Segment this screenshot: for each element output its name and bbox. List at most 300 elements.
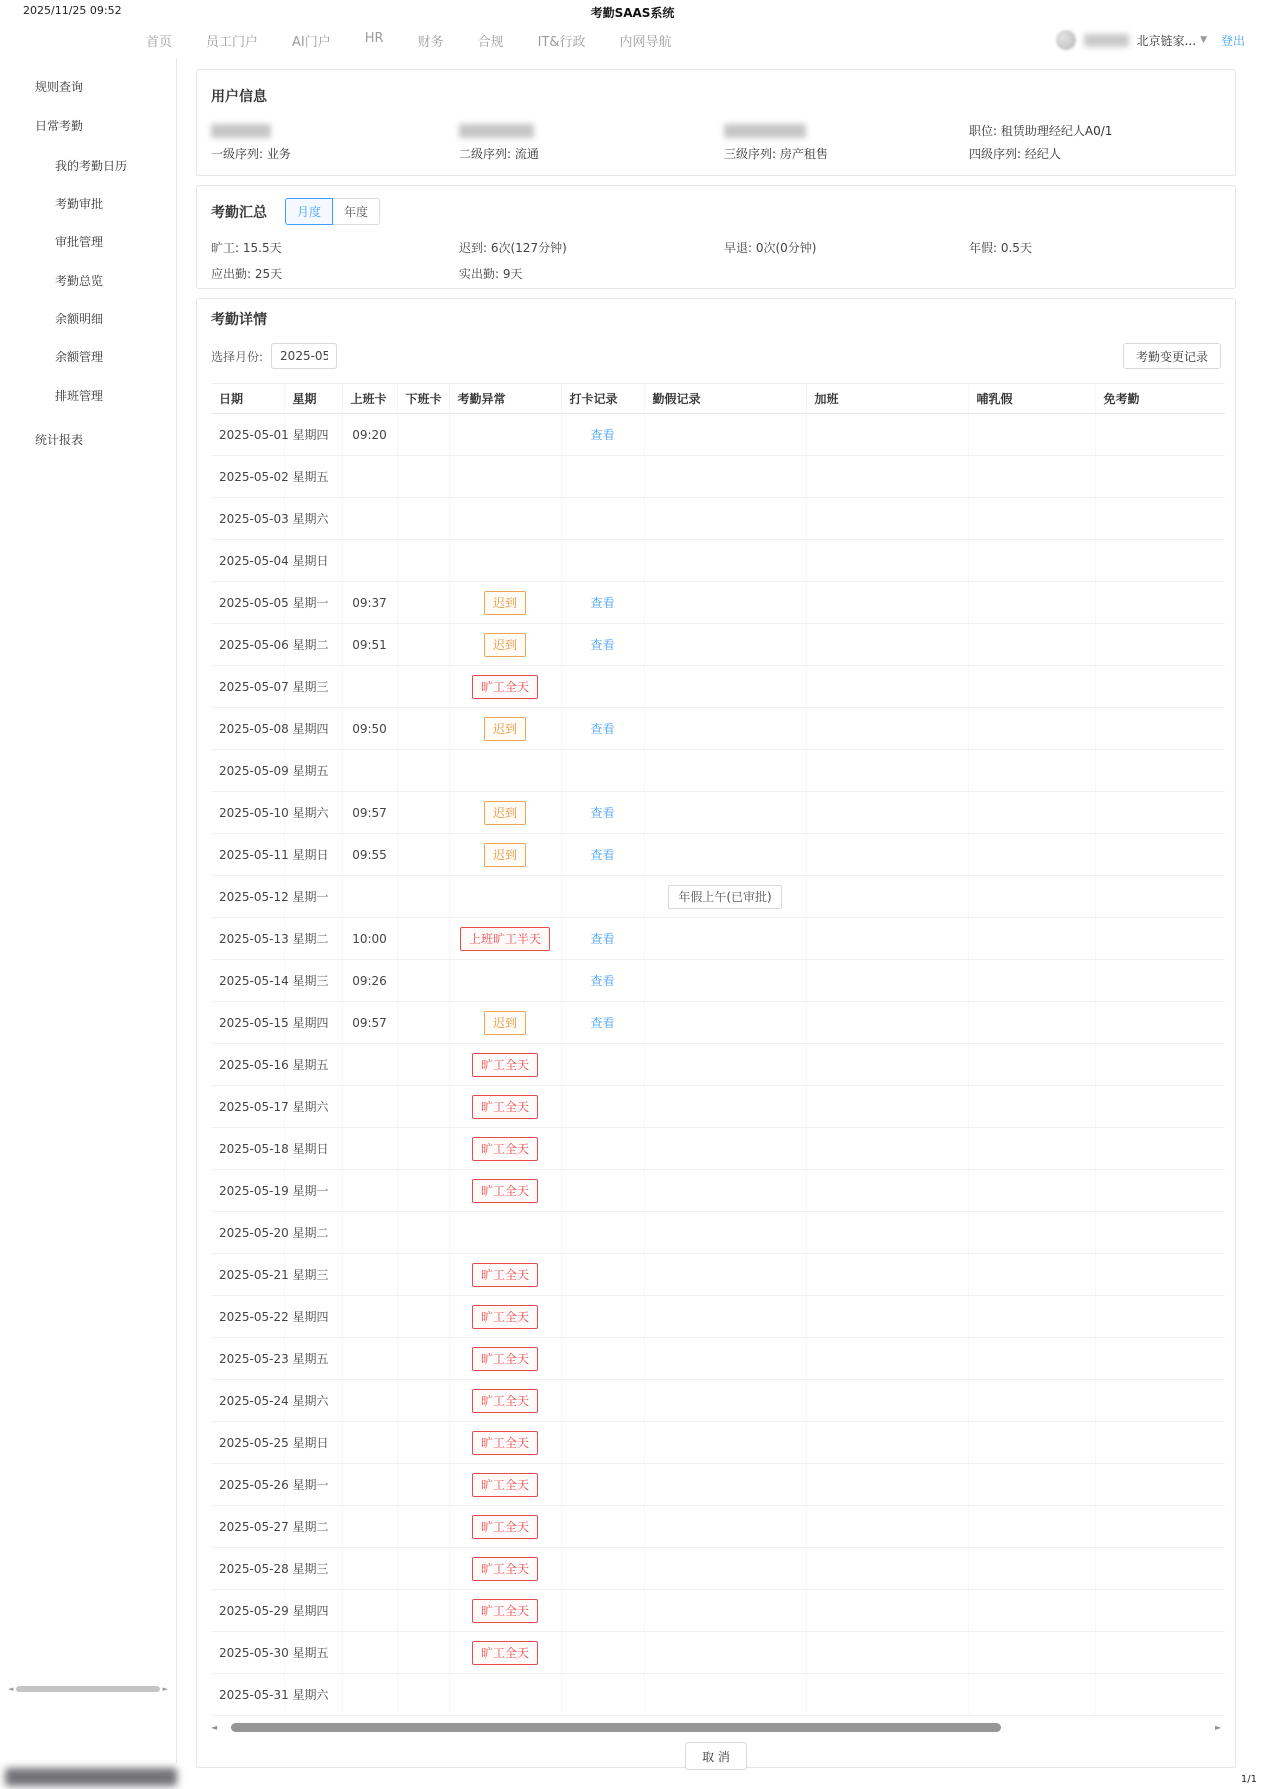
summary-stat: 早退: 0次(0分钟): [724, 241, 817, 255]
cell-nursing-leave: [968, 1548, 1095, 1590]
cell-clock-in: [342, 1422, 397, 1464]
logout-link[interactable]: 登出: [1220, 33, 1245, 48]
cell-overtime: [806, 708, 968, 750]
table-hscrollbar[interactable]: [211, 1722, 1225, 1732]
cell-leave-record: [644, 1044, 806, 1086]
attendance-table: [211, 383, 1225, 1716]
anomaly-badge-absent: 旷工全天: [472, 1053, 538, 1077]
cell-overtime: [806, 582, 968, 624]
cell-date: 2025-05-07: [211, 666, 284, 708]
cell-exempt: [1095, 1548, 1225, 1590]
anomaly-badge-late: 迟到: [484, 591, 526, 615]
view-punch-link[interactable]: 查看: [590, 974, 615, 988]
scroll-right-icon[interactable]: ►: [1215, 1722, 1222, 1732]
cell-leave-record: [644, 1128, 806, 1170]
cell-weekday: 星期四: [284, 708, 342, 750]
cell-leave-record: [644, 1632, 806, 1674]
column-header-上班卡: 上班卡: [342, 384, 397, 414]
table-row: [211, 1674, 1225, 1716]
anomaly-badge-absent: 旷工全天: [472, 1599, 538, 1623]
view-punch-link[interactable]: 查看: [590, 806, 615, 820]
cell-exempt: [1095, 498, 1225, 540]
cell-punch-record: [561, 918, 644, 960]
scroll-left-icon[interactable]: ◄: [211, 1722, 218, 1732]
cell-leave-record: [644, 1422, 806, 1464]
cell-clock-out: [397, 876, 449, 918]
table-row: [211, 792, 1225, 834]
table-row: [211, 1548, 1225, 1590]
table-row: [211, 1632, 1225, 1674]
sidebar-item-统计报表[interactable]: 统计报表: [35, 433, 84, 447]
cell-date: 2025-05-02: [211, 456, 284, 498]
cell-nursing-leave: [968, 1632, 1095, 1674]
nav-item-员工门户[interactable]: 员工门户: [206, 34, 259, 50]
cell-exempt: [1095, 1044, 1225, 1086]
cell-clock-in: [342, 750, 397, 792]
cell-anomaly: [449, 624, 561, 666]
nav-items: [146, 31, 672, 50]
cell-nursing-leave: [968, 582, 1095, 624]
cell-clock-in: [342, 1632, 397, 1674]
cell-overtime: [806, 1464, 968, 1506]
cell-clock-out: [397, 1296, 449, 1338]
nav-item-财务[interactable]: 财务: [417, 34, 444, 50]
cell-date: 2025-05-25: [211, 1422, 284, 1464]
anomaly-badge-late: 迟到: [484, 801, 526, 825]
cell-anomaly: [449, 1338, 561, 1380]
anomaly-badge-absent: 旷工全天: [472, 1179, 538, 1203]
cell-nursing-leave: [968, 1380, 1095, 1422]
anomaly-badge-absent: 上班旷工半天: [460, 927, 550, 951]
cell-weekday: 星期六: [284, 1086, 342, 1128]
cell-exempt: [1095, 876, 1225, 918]
month-input[interactable]: [271, 343, 337, 369]
cell-clock-out: [397, 1338, 449, 1380]
cell-anomaly: [449, 1170, 561, 1212]
cell-weekday: 星期三: [284, 1254, 342, 1296]
cell-punch-record: [561, 750, 644, 792]
page-title: 考勤SAAS系统: [590, 6, 675, 20]
cell-clock-out: [397, 1170, 449, 1212]
cell-weekday: 星期四: [284, 1002, 342, 1044]
scrollbar-track[interactable]: [221, 1723, 1215, 1732]
cell-date: 2025-05-22: [211, 1296, 284, 1338]
cell-exempt: [1095, 1086, 1225, 1128]
cell-punch-record: [561, 708, 644, 750]
anomaly-badge-late: 迟到: [484, 717, 526, 741]
cell-anomaly: [449, 834, 561, 876]
sidebar-item-排班管理[interactable]: 排班管理: [55, 389, 104, 403]
cell-exempt: [1095, 1380, 1225, 1422]
table-row: [211, 1380, 1225, 1422]
cell-clock-out: [397, 1002, 449, 1044]
cell-overtime: [806, 1422, 968, 1464]
cell-overtime: [806, 792, 968, 834]
user-field-line2: 二级序列: 流通: [459, 147, 539, 161]
cell-clock-in: [342, 1086, 397, 1128]
cell-anomaly: [449, 666, 561, 708]
cell-clock-in: [342, 1674, 397, 1716]
table-row: [211, 666, 1225, 708]
cell-date: 2025-05-19: [211, 1170, 284, 1212]
cell-overtime: [806, 1170, 968, 1212]
company-dropdown[interactable]: [1137, 32, 1207, 49]
cell-overtime: [806, 1338, 968, 1380]
cell-overtime: [806, 750, 968, 792]
anomaly-badge-absent: 旷工全天: [472, 1515, 538, 1539]
cell-weekday: 星期二: [284, 1212, 342, 1254]
cell-weekday: 星期六: [284, 792, 342, 834]
print-timestamp: 2025/11/25 09:52: [23, 4, 122, 17]
company-name: 北京链家...: [1136, 33, 1197, 48]
sidebar-item-我的考勤日历[interactable]: 我的考勤日历: [55, 159, 128, 173]
cell-date: 2025-05-04: [211, 540, 284, 582]
user-field: [969, 124, 1221, 161]
cell-weekday: 星期五: [284, 750, 342, 792]
cell-clock-in: [342, 1128, 397, 1170]
sidebar-divider: [176, 58, 177, 1763]
cell-exempt: [1095, 1590, 1225, 1632]
user-field-line2: 四级序列: 经纪人: [969, 147, 1061, 161]
cell-clock-out: [397, 1674, 449, 1716]
summary-title: 考勤汇总: [211, 204, 267, 221]
summary-head: [211, 198, 1221, 225]
cell-clock-in: [342, 456, 397, 498]
cell-leave-record: [644, 960, 806, 1002]
cell-punch-record: [561, 666, 644, 708]
cell-exempt: [1095, 1506, 1225, 1548]
cell-weekday: 星期一: [284, 1170, 342, 1212]
cell-clock-out: [397, 540, 449, 582]
cell-exempt: [1095, 624, 1225, 666]
cell-overtime: [806, 834, 968, 876]
cell-date: 2025-05-15: [211, 1002, 284, 1044]
cell-anomaly: [449, 582, 561, 624]
cell-leave-record: [644, 498, 806, 540]
cell-leave-record: [644, 1254, 806, 1296]
cell-clock-in: 09:50: [342, 708, 397, 750]
user-field: [724, 124, 969, 161]
nav-item-HR[interactable]: HR: [364, 30, 384, 46]
cell-clock-out: [397, 1212, 449, 1254]
sidebar-item-日常考勤[interactable]: 日常考勤: [35, 119, 84, 133]
cell-date: 2025-05-17: [211, 1086, 284, 1128]
tab-月度[interactable]: 月度: [285, 198, 333, 225]
user-field-line2: 一级序列: 业务: [211, 147, 291, 161]
user-info-fields: [211, 124, 1221, 161]
nav-item-合规[interactable]: 合规: [477, 34, 504, 50]
cell-exempt: [1095, 1254, 1225, 1296]
cell-overtime: [806, 1632, 968, 1674]
cell-weekday: 星期一: [284, 876, 342, 918]
taskbar-redacted: [5, 1768, 177, 1786]
cell-clock-in: 09:57: [342, 792, 397, 834]
cell-anomaly: [449, 1002, 561, 1044]
cancel-button[interactable]: 取 消: [685, 1742, 747, 1770]
change-record-button[interactable]: 考勤变更记录: [1123, 343, 1221, 369]
cell-anomaly: [449, 1380, 561, 1422]
cell-punch-record: [561, 1002, 644, 1044]
cell-overtime: [806, 414, 968, 456]
cell-clock-out: [397, 1380, 449, 1422]
cell-clock-out: [397, 1548, 449, 1590]
cell-overtime: [806, 1002, 968, 1044]
user-cluster: [1056, 24, 1245, 56]
cell-weekday: 星期四: [284, 1590, 342, 1632]
view-punch-link[interactable]: 查看: [590, 848, 615, 862]
cell-date: 2025-05-24: [211, 1380, 284, 1422]
cell-weekday: 星期五: [284, 1632, 342, 1674]
cell-overtime: [806, 1590, 968, 1632]
cell-exempt: [1095, 1296, 1225, 1338]
page-indicator: 1/1: [1240, 1774, 1257, 1785]
cell-clock-in: [342, 1254, 397, 1296]
cell-overtime: [806, 624, 968, 666]
cell-date: 2025-05-06: [211, 624, 284, 666]
cell-exempt: [1095, 1632, 1225, 1674]
redacted-value: [459, 124, 534, 138]
avatar: [1056, 30, 1076, 50]
cell-punch-record: [561, 1674, 644, 1716]
column-header-免考勤: 免考勤: [1095, 384, 1225, 414]
anomaly-badge-absent: 旷工全天: [472, 1473, 538, 1497]
cell-nursing-leave: [968, 1296, 1095, 1338]
anomaly-badge-absent: 旷工全天: [472, 1263, 538, 1287]
redacted-value: [724, 124, 806, 138]
cell-punch-record: [561, 582, 644, 624]
cell-exempt: [1095, 1002, 1225, 1044]
cell-clock-out: [397, 1128, 449, 1170]
cell-clock-out: [397, 708, 449, 750]
table-row: [211, 1464, 1225, 1506]
cell-clock-in: [342, 1212, 397, 1254]
table-row: [211, 414, 1225, 456]
cell-punch-record: [561, 1254, 644, 1296]
cell-date: 2025-05-21: [211, 1254, 284, 1296]
summary-stat: 实出勤: 9天: [459, 267, 523, 281]
sidebar-hscrollbar[interactable]: [8, 1685, 168, 1693]
cell-clock-in: [342, 1296, 397, 1338]
cell-punch-record: [561, 960, 644, 1002]
cell-leave-record: [644, 582, 806, 624]
table-row: [211, 1506, 1225, 1548]
cell-anomaly: [449, 1212, 561, 1254]
cell-nursing-leave: [968, 414, 1095, 456]
cell-overtime: [806, 1380, 968, 1422]
cell-weekday: 星期六: [284, 498, 342, 540]
cell-leave-record: [644, 792, 806, 834]
summary-stat: 迟到: 6次(127分钟): [459, 241, 567, 255]
cell-clock-in: [342, 876, 397, 918]
sidebar-item-余额明细[interactable]: 余额明细: [55, 312, 104, 326]
month-row: [211, 343, 1221, 369]
sidebar-item-考勤总览[interactable]: 考勤总览: [55, 274, 104, 288]
cell-punch-record: [561, 1128, 644, 1170]
cell-nursing-leave: [968, 1338, 1095, 1380]
cell-nursing-leave: [968, 1128, 1095, 1170]
cell-leave-record: [644, 1086, 806, 1128]
cell-anomaly: [449, 1086, 561, 1128]
cell-punch-record: [561, 834, 644, 876]
table-row: [211, 1128, 1225, 1170]
cell-clock-out: [397, 960, 449, 1002]
column-header-哺乳假: 哺乳假: [968, 384, 1095, 414]
cell-nursing-leave: [968, 918, 1095, 960]
user-field-line2: 三级序列: 房产租售: [724, 147, 828, 161]
table-row: [211, 1212, 1225, 1254]
cell-punch-record: [561, 1380, 644, 1422]
table-row: [211, 498, 1225, 540]
nav-item-首页[interactable]: 首页: [146, 34, 173, 50]
column-header-星期: 星期: [284, 384, 342, 414]
cell-punch-record: [561, 1086, 644, 1128]
cell-exempt: [1095, 1674, 1225, 1716]
redacted-value: [211, 124, 271, 138]
sidebar-item-考勤审批[interactable]: 考勤审批: [55, 197, 104, 211]
anomaly-badge-absent: 旷工全天: [472, 1095, 538, 1119]
cell-overtime: [806, 918, 968, 960]
cell-punch-record: [561, 1506, 644, 1548]
cell-date: 2025-05-09: [211, 750, 284, 792]
cell-leave-record: [644, 1296, 806, 1338]
cell-anomaly: [449, 1128, 561, 1170]
column-header-加班: 加班: [806, 384, 968, 414]
cell-leave-record: [644, 1506, 806, 1548]
tab-年度[interactable]: 年度: [333, 198, 380, 225]
cell-clock-in: [342, 1464, 397, 1506]
view-punch-link[interactable]: 查看: [590, 1016, 615, 1030]
cell-clock-out: [397, 1464, 449, 1506]
cell-anomaly: [449, 960, 561, 1002]
anomaly-badge-late: 迟到: [484, 1011, 526, 1035]
table-row: [211, 1254, 1225, 1296]
cell-exempt: [1095, 918, 1225, 960]
cell-exempt: [1095, 582, 1225, 624]
table-row: [211, 876, 1225, 918]
cell-anomaly: [449, 918, 561, 960]
cell-punch-record: [561, 1548, 644, 1590]
cell-exempt: [1095, 666, 1225, 708]
sidebar-item-规则查询[interactable]: 规则查询: [35, 80, 84, 94]
sidebar-scroll-thumb[interactable]: [16, 1686, 159, 1692]
cell-punch-record: [561, 624, 644, 666]
cell-punch-record: [561, 1170, 644, 1212]
column-header-日期: 日期: [211, 384, 284, 414]
cell-date: 2025-05-20: [211, 1212, 284, 1254]
cell-weekday: 星期五: [284, 1044, 342, 1086]
cell-weekday: 星期日: [284, 540, 342, 582]
view-punch-link[interactable]: 查看: [590, 596, 615, 610]
cell-weekday: 星期三: [284, 666, 342, 708]
cell-weekday: 星期日: [284, 1128, 342, 1170]
cell-clock-out: [397, 582, 449, 624]
view-punch-link[interactable]: 查看: [590, 428, 615, 442]
cell-anomaly: [449, 792, 561, 834]
cell-anomaly: [449, 414, 561, 456]
nav-item-AI门户[interactable]: AI门户: [292, 34, 331, 50]
attendance-summary-card: [196, 185, 1236, 289]
table-row: [211, 456, 1225, 498]
cell-leave-record: [644, 1590, 806, 1632]
cell-clock-out: [397, 1590, 449, 1632]
cell-exempt: [1095, 750, 1225, 792]
cell-exempt: [1095, 1128, 1225, 1170]
sidebar: [0, 60, 176, 1789]
cell-clock-out: [397, 456, 449, 498]
cell-nursing-leave: [968, 1422, 1095, 1464]
sidebar-item-余额管理[interactable]: 余额管理: [55, 350, 104, 364]
cell-punch-record: [561, 1422, 644, 1464]
cell-anomaly: [449, 708, 561, 750]
cell-clock-in: [342, 498, 397, 540]
scrollbar-thumb[interactable]: [231, 1723, 1001, 1732]
cell-nursing-leave: [968, 1002, 1095, 1044]
cell-anomaly: [449, 1674, 561, 1716]
cell-clock-out: [397, 792, 449, 834]
scroll-right-icon[interactable]: ►: [162, 1685, 168, 1693]
cell-clock-out: [397, 1506, 449, 1548]
cell-clock-in: [342, 1380, 397, 1422]
cell-clock-out: [397, 1254, 449, 1296]
cell-overtime: [806, 876, 968, 918]
scroll-left-icon[interactable]: ◄: [8, 1685, 14, 1693]
table-row: [211, 1338, 1225, 1380]
cell-overtime: [806, 1044, 968, 1086]
cell-date: 2025-05-23: [211, 1338, 284, 1380]
view-punch-link[interactable]: 查看: [590, 932, 615, 946]
cell-exempt: [1095, 540, 1225, 582]
cell-weekday: 星期日: [284, 1422, 342, 1464]
view-punch-link[interactable]: 查看: [590, 722, 615, 736]
table-row: [211, 1422, 1225, 1464]
cell-anomaly: [449, 750, 561, 792]
nav-item-内网导航[interactable]: 内网导航: [619, 34, 672, 50]
cell-leave-record: [644, 834, 806, 876]
table-row: [211, 834, 1225, 876]
cell-weekday: 星期三: [284, 1548, 342, 1590]
cell-exempt: [1095, 834, 1225, 876]
period-tabs: [285, 198, 380, 225]
nav-item-IT&行政[interactable]: IT&行政: [537, 34, 586, 50]
detail-title: 考勤详情: [211, 312, 267, 328]
cell-leave-record: [644, 918, 806, 960]
table-header-row: [211, 384, 1225, 414]
cell-clock-out: [397, 918, 449, 960]
cell-nursing-leave: [968, 834, 1095, 876]
cell-anomaly: [449, 1254, 561, 1296]
cell-leave-record: [644, 666, 806, 708]
anomaly-badge-late: 迟到: [484, 843, 526, 867]
cell-leave-record: [644, 1548, 806, 1590]
anomaly-badge-absent: 旷工全天: [472, 675, 538, 699]
cell-clock-in: [342, 540, 397, 582]
summary-stat: 应出勤: 25天: [211, 267, 283, 281]
cell-clock-in: [342, 666, 397, 708]
cell-nursing-leave: [968, 1590, 1095, 1632]
user-info-title: 用户信息: [211, 89, 267, 105]
cell-anomaly: [449, 456, 561, 498]
view-punch-link[interactable]: 查看: [590, 638, 615, 652]
cell-overtime: [806, 960, 968, 1002]
summary-stats-row2: [211, 265, 1221, 282]
sidebar-item-审批管理[interactable]: 审批管理: [55, 235, 104, 249]
table-row: [211, 1044, 1225, 1086]
cell-overtime: [806, 1212, 968, 1254]
table-row: [211, 750, 1225, 792]
cell-weekday: 星期六: [284, 1380, 342, 1422]
cell-weekday: 星期一: [284, 582, 342, 624]
cell-punch-record: [561, 1296, 644, 1338]
